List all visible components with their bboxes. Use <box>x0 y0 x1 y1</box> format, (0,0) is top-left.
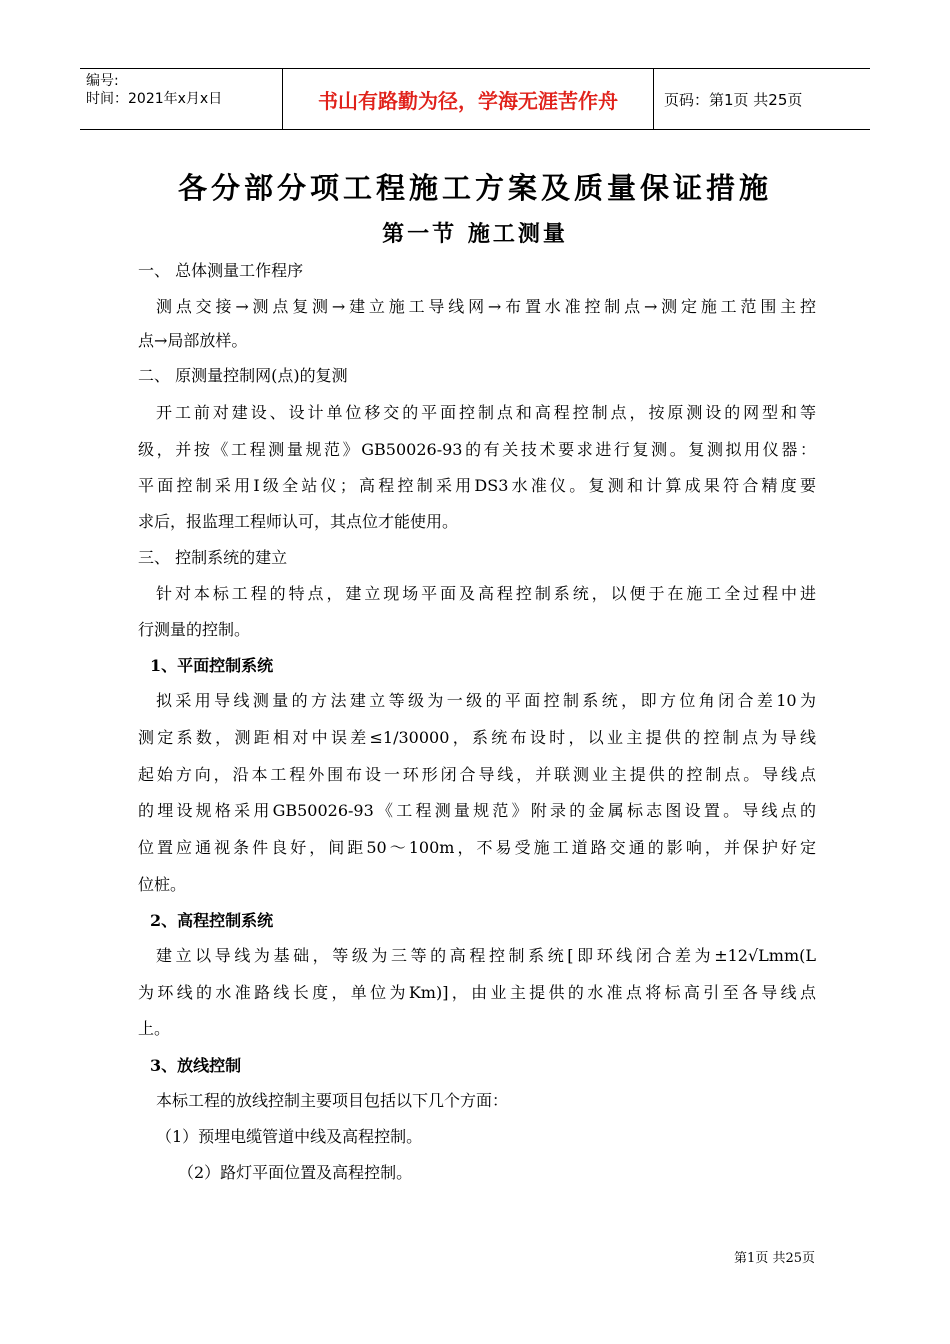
paragraph-line: 针对本标工程的特点，建立现场平面及高程控制系统，以便于在施工全过程中进 <box>156 584 816 603</box>
document-title: 各分部分项工程施工方案及质量保证措施 <box>177 171 772 205</box>
subheading-layout-control: 3、放线控制 <box>150 1056 242 1075</box>
paragraph-line: 拟采用导线测量的方法建立等级为一级的平面控制系统，即方位角闭合差10为 <box>156 691 816 710</box>
paragraph-line: 为环线的水准路线长度，单位为Km)]，由业主提供的水准点将标高引至各导线点 <box>138 983 816 1002</box>
page-header <box>80 68 870 130</box>
list-item: （1）预埋电缆管道中线及高程控制。 <box>156 1127 423 1146</box>
paragraph-line: 位桩。 <box>138 875 187 894</box>
heading-control-system: 三、 控制系统的建立 <box>138 548 288 567</box>
header-page-info: 页码：第1页 共25页 <box>664 90 803 109</box>
paragraph-line: 的埋设规格采用GB50026-93《工程测量规范》附录的金属标志图设置。导线点的 <box>138 801 816 820</box>
paragraph-line: 起始方向，沿本工程外围布设一环形闭合导线，并联测业主提供的控制点。导线点 <box>138 765 816 784</box>
paragraph-line: 开工前对建设、设计单位移交的平面控制点和高程控制点，按原测设的网型和等 <box>156 403 816 422</box>
paragraph-line: 上。 <box>138 1019 171 1038</box>
list-item: （2）路灯平面位置及高程控制。 <box>178 1163 413 1182</box>
section-title: 第一节 施工测量 <box>382 221 568 247</box>
header-meta <box>80 69 282 129</box>
heading-recheck: 二、 原测量控制网(点)的复测 <box>138 366 348 385</box>
paragraph-line: 点→局部放样。 <box>138 331 248 350</box>
page-footer: 第1页 共25页 <box>734 1251 815 1266</box>
paragraph-line: 测点交接→测点复测→建立施工导线网→布置水准控制点→测定施工范围主控 <box>156 297 816 316</box>
header-motto: 书山有路勤为径，学海无涯苦作舟 <box>282 69 654 129</box>
paragraph-line: 平面控制采用Ⅰ级全站仪；高程控制采用DS3水准仪。复测和计算成果符合精度要 <box>138 476 816 495</box>
subheading-plane-control: 1、平面控制系统 <box>150 656 274 675</box>
number-label: 编号: <box>86 73 119 89</box>
paragraph-line: 本标工程的放线控制主要项目包括以下几个方面： <box>156 1091 509 1110</box>
time-label: 时间：2021年x月x日 <box>86 91 223 107</box>
paragraph-line: 行测量的控制。 <box>138 620 251 639</box>
subheading-elevation-control: 2、高程控制系统 <box>150 911 274 930</box>
heading-overall-procedure: 一、 总体测量工作程序 <box>138 261 304 280</box>
paragraph-line: 位置应通视条件良好，间距50～100m，不易受施工道路交通的影响，并保护好定 <box>138 838 816 857</box>
paragraph-line: 级，并按《工程测量规范》GB50026-93的有关技术要求进行复测。复测拟用仪器： <box>138 440 816 459</box>
paragraph-line: 测定系数，测距相对中误差≤1/30000，系统布设时，以业主提供的控制点为导线 <box>138 728 816 747</box>
paragraph-line: 建立以导线为基础，等级为三等的高程控制系统[即环线闭合差为±12√Lmm(L <box>156 946 816 965</box>
paragraph-line: 求后，报监理工程师认可，其点位才能使用。 <box>138 512 459 531</box>
